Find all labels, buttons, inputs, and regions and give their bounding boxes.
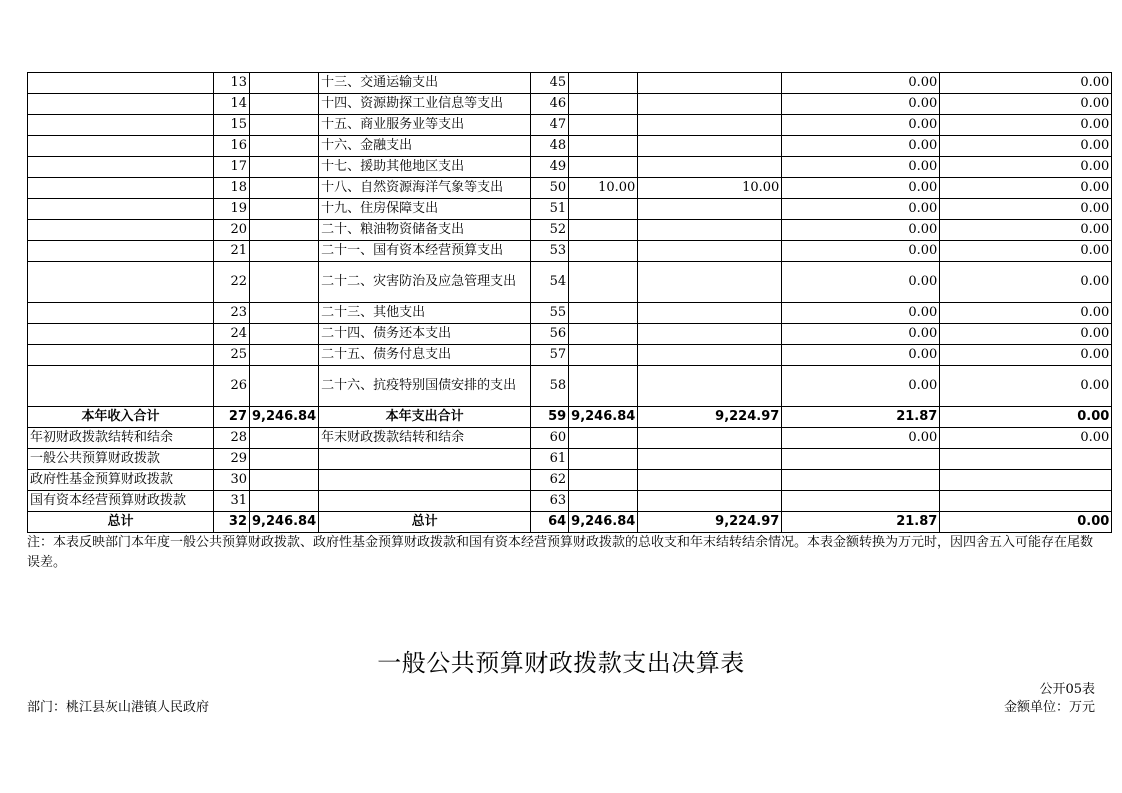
table-row <box>28 491 1112 512</box>
row-number-cell: 31 <box>214 491 250 512</box>
state-capital-amount-cell: 0.00 <box>940 345 1112 366</box>
expense-row-number-cell: 52 <box>531 220 569 241</box>
expense-row-number-cell: 64 <box>531 512 569 533</box>
total-amount-cell: 9,246.84 <box>569 407 638 428</box>
state-capital-amount-cell <box>940 491 1112 512</box>
state-capital-amount-cell: 0.00 <box>940 407 1112 428</box>
gov-fund-amount-cell: 0.00 <box>782 345 940 366</box>
table-row <box>28 220 1112 241</box>
income-item-cell <box>28 73 214 94</box>
general-budget-amount-cell <box>638 262 782 303</box>
income-amount-cell <box>250 94 319 115</box>
table-row <box>28 449 1112 470</box>
total-amount-cell <box>569 303 638 324</box>
row-number-cell: 28 <box>214 428 250 449</box>
gov-fund-amount-cell <box>782 470 940 491</box>
total-amount-cell <box>569 73 638 94</box>
total-amount-cell <box>569 449 638 470</box>
form-number: 公开05表 <box>1039 682 1095 697</box>
general-budget-amount-cell: 9,224.97 <box>638 512 782 533</box>
general-budget-amount-cell <box>638 303 782 324</box>
income-amount-cell <box>250 73 319 94</box>
row-number-cell: 13 <box>214 73 250 94</box>
general-budget-amount-cell <box>638 449 782 470</box>
income-item-cell <box>28 178 214 199</box>
table-row <box>28 262 1112 303</box>
income-amount-cell <box>250 324 319 345</box>
total-amount-cell <box>569 470 638 491</box>
general-budget-amount-cell <box>638 345 782 366</box>
state-capital-amount-cell: 0.00 <box>940 199 1112 220</box>
gov-fund-amount-cell: 0.00 <box>782 428 940 449</box>
state-capital-amount-cell: 0.00 <box>940 512 1112 533</box>
income-item-cell: 总计 <box>28 512 214 533</box>
expense-row-number-cell: 50 <box>531 178 569 199</box>
total-amount-cell <box>569 199 638 220</box>
expense-item-cell: 二十一、国有资本经营预算支出 <box>319 241 531 262</box>
table-row <box>28 94 1112 115</box>
total-amount-cell <box>569 136 638 157</box>
general-budget-amount-cell <box>638 220 782 241</box>
expense-row-number-cell: 56 <box>531 324 569 345</box>
general-budget-amount-cell <box>638 157 782 178</box>
income-item-cell <box>28 366 214 407</box>
expense-item-cell: 十九、住房保障支出 <box>319 199 531 220</box>
expense-row-number-cell: 49 <box>531 157 569 178</box>
table-row <box>28 366 1112 407</box>
gov-fund-amount-cell: 0.00 <box>782 366 940 407</box>
expense-item-cell: 二十五、债务付息支出 <box>319 345 531 366</box>
row-number-cell: 21 <box>214 241 250 262</box>
total-amount-cell <box>569 324 638 345</box>
expense-row-number-cell: 62 <box>531 470 569 491</box>
income-amount-cell <box>250 220 319 241</box>
income-amount-cell: 9,246.84 <box>250 512 319 533</box>
total-amount-cell: 10.00 <box>569 178 638 199</box>
gov-fund-amount-cell: 0.00 <box>782 115 940 136</box>
expense-item-cell: 十六、金融支出 <box>319 136 531 157</box>
expense-item-cell: 二十六、抗疫特别国债安排的支出 <box>319 366 531 407</box>
state-capital-amount-cell: 0.00 <box>940 262 1112 303</box>
state-capital-amount-cell: 0.00 <box>940 178 1112 199</box>
state-capital-amount-cell: 0.00 <box>940 94 1112 115</box>
expense-item-cell: 二十三、其他支出 <box>319 303 531 324</box>
income-item-cell <box>28 199 214 220</box>
row-number-cell: 17 <box>214 157 250 178</box>
row-number-cell: 19 <box>214 199 250 220</box>
general-budget-amount-cell <box>638 491 782 512</box>
expense-row-number-cell: 46 <box>531 94 569 115</box>
general-budget-amount-cell: 10.00 <box>638 178 782 199</box>
general-budget-amount-cell <box>638 241 782 262</box>
income-item-cell: 国有资本经营预算财政拨款 <box>28 491 214 512</box>
expense-item-cell: 十五、商业服务业等支出 <box>319 115 531 136</box>
table-row <box>28 241 1112 262</box>
table-row <box>28 157 1112 178</box>
expense-row-number-cell: 57 <box>531 345 569 366</box>
gov-fund-amount-cell: 21.87 <box>782 512 940 533</box>
row-number-cell: 23 <box>214 303 250 324</box>
row-number-cell: 14 <box>214 94 250 115</box>
income-item-cell <box>28 303 214 324</box>
total-amount-cell <box>569 366 638 407</box>
income-amount-cell <box>250 428 319 449</box>
gov-fund-amount-cell: 0.00 <box>782 199 940 220</box>
table-row <box>28 136 1112 157</box>
table-row <box>28 303 1112 324</box>
gov-fund-amount-cell: 0.00 <box>782 241 940 262</box>
expense-item-cell: 二十二、灾害防治及应急管理支出 <box>319 262 531 303</box>
total-amount-cell <box>569 94 638 115</box>
income-amount-cell <box>250 199 319 220</box>
income-item-cell: 一般公共预算财政拨款 <box>28 449 214 470</box>
income-amount-cell <box>250 470 319 491</box>
total-amount-cell <box>569 220 638 241</box>
total-amount-cell <box>569 345 638 366</box>
total-amount-cell <box>569 115 638 136</box>
income-item-cell: 本年收入合计 <box>28 407 214 428</box>
income-amount-cell <box>250 136 319 157</box>
row-number-cell: 18 <box>214 178 250 199</box>
state-capital-amount-cell: 0.00 <box>940 324 1112 345</box>
income-amount-cell <box>250 241 319 262</box>
expense-row-number-cell: 45 <box>531 73 569 94</box>
state-capital-amount-cell: 0.00 <box>940 115 1112 136</box>
general-budget-amount-cell <box>638 199 782 220</box>
expense-item-cell <box>319 470 531 491</box>
expense-item-cell: 本年支出合计 <box>319 407 531 428</box>
expense-item-cell: 十四、资源勘探工业信息等支出 <box>319 94 531 115</box>
gov-fund-amount-cell: 21.87 <box>782 407 940 428</box>
next-table-title: 一般公共预算财政拨款支出决算表 <box>377 649 745 677</box>
income-amount-cell <box>250 262 319 303</box>
expense-row-number-cell: 59 <box>531 407 569 428</box>
state-capital-amount-cell: 0.00 <box>940 220 1112 241</box>
expense-row-number-cell: 47 <box>531 115 569 136</box>
state-capital-amount-cell: 0.00 <box>940 303 1112 324</box>
income-item-cell: 年初财政拨款结转和结余 <box>28 428 214 449</box>
income-amount-cell <box>250 366 319 407</box>
table-row <box>28 428 1112 449</box>
gov-fund-amount-cell <box>782 449 940 470</box>
gov-fund-amount-cell: 0.00 <box>782 94 940 115</box>
general-budget-amount-cell <box>638 73 782 94</box>
state-capital-amount-cell: 0.00 <box>940 136 1112 157</box>
income-item-cell <box>28 94 214 115</box>
general-budget-amount-cell <box>638 470 782 491</box>
row-number-cell: 27 <box>214 407 250 428</box>
expense-row-number-cell: 63 <box>531 491 569 512</box>
state-capital-amount-cell <box>940 449 1112 470</box>
expense-item-cell: 二十、粮油物资储备支出 <box>319 220 531 241</box>
appropriation-summary-table <box>27 72 1112 533</box>
income-amount-cell <box>250 303 319 324</box>
income-amount-cell <box>250 491 319 512</box>
general-budget-amount-cell <box>638 115 782 136</box>
expense-row-number-cell: 60 <box>531 428 569 449</box>
department-label: 部门：桃江县灰山港镇人民政府 <box>27 700 210 715</box>
state-capital-amount-cell: 0.00 <box>940 157 1112 178</box>
expense-row-number-cell: 51 <box>531 199 569 220</box>
total-amount-cell <box>569 157 638 178</box>
income-amount-cell <box>250 345 319 366</box>
gov-fund-amount-cell: 0.00 <box>782 324 940 345</box>
table-row <box>28 407 1112 428</box>
row-number-cell: 25 <box>214 345 250 366</box>
table-row <box>28 115 1112 136</box>
expense-item-cell: 二十四、债务还本支出 <box>319 324 531 345</box>
gov-fund-amount-cell: 0.00 <box>782 73 940 94</box>
income-item-cell <box>28 220 214 241</box>
income-amount-cell: 9,246.84 <box>250 407 319 428</box>
income-amount-cell <box>250 178 319 199</box>
income-item-cell <box>28 115 214 136</box>
gov-fund-amount-cell: 0.00 <box>782 303 940 324</box>
row-number-cell: 30 <box>214 470 250 491</box>
total-amount-cell: 9,246.84 <box>569 512 638 533</box>
expense-item-cell: 年末财政拨款结转和结余 <box>319 428 531 449</box>
income-item-cell: 政府性基金预算财政拨款 <box>28 470 214 491</box>
gov-fund-amount-cell: 0.00 <box>782 178 940 199</box>
total-amount-cell <box>569 428 638 449</box>
expense-item-cell <box>319 491 531 512</box>
row-number-cell: 16 <box>214 136 250 157</box>
expense-row-number-cell: 58 <box>531 366 569 407</box>
table-row <box>28 345 1112 366</box>
general-budget-amount-cell <box>638 136 782 157</box>
expense-item-cell: 总计 <box>319 512 531 533</box>
row-number-cell: 24 <box>214 324 250 345</box>
expense-item-cell: 十三、交通运输支出 <box>319 73 531 94</box>
expense-item-cell <box>319 449 531 470</box>
table-row <box>28 324 1112 345</box>
state-capital-amount-cell: 0.00 <box>940 73 1112 94</box>
income-item-cell <box>28 345 214 366</box>
row-number-cell: 15 <box>214 115 250 136</box>
row-number-cell: 32 <box>214 512 250 533</box>
table-body <box>28 73 1112 533</box>
expense-row-number-cell: 48 <box>531 136 569 157</box>
total-amount-cell <box>569 262 638 303</box>
general-budget-amount-cell <box>638 324 782 345</box>
state-capital-amount-cell <box>940 470 1112 491</box>
income-item-cell <box>28 262 214 303</box>
general-budget-amount-cell: 9,224.97 <box>638 407 782 428</box>
table-row <box>28 512 1112 533</box>
income-item-cell <box>28 136 214 157</box>
income-amount-cell <box>250 115 319 136</box>
gov-fund-amount-cell: 0.00 <box>782 157 940 178</box>
expense-row-number-cell: 53 <box>531 241 569 262</box>
income-item-cell <box>28 324 214 345</box>
total-amount-cell <box>569 491 638 512</box>
row-number-cell: 26 <box>214 366 250 407</box>
expense-item-cell: 十七、援助其他地区支出 <box>319 157 531 178</box>
table-row <box>28 199 1112 220</box>
expense-row-number-cell: 54 <box>531 262 569 303</box>
table-footnote: 注：本表反映部门本年度一般公共预算财政拨款、政府性基金预算财政拨款和国有资本经营预算财政拨款的总收支和年末结转结余情况。本表金额转换为万元时，因四舍五入可能存在尾数误差。 <box>27 535 1094 570</box>
row-number-cell: 29 <box>214 449 250 470</box>
gov-fund-amount-cell <box>782 491 940 512</box>
general-budget-amount-cell <box>638 94 782 115</box>
income-item-cell <box>28 241 214 262</box>
table-row <box>28 178 1112 199</box>
gov-fund-amount-cell: 0.00 <box>782 220 940 241</box>
total-amount-cell <box>569 241 638 262</box>
income-amount-cell <box>250 449 319 470</box>
state-capital-amount-cell: 0.00 <box>940 241 1112 262</box>
gov-fund-amount-cell: 0.00 <box>782 262 940 303</box>
row-number-cell: 22 <box>214 262 250 303</box>
expense-row-number-cell: 61 <box>531 449 569 470</box>
general-budget-amount-cell <box>638 428 782 449</box>
state-capital-amount-cell: 0.00 <box>940 428 1112 449</box>
table-row <box>28 73 1112 94</box>
expense-row-number-cell: 55 <box>531 303 569 324</box>
state-capital-amount-cell: 0.00 <box>940 366 1112 407</box>
row-number-cell: 20 <box>214 220 250 241</box>
gov-fund-amount-cell: 0.00 <box>782 136 940 157</box>
table-row <box>28 470 1112 491</box>
income-amount-cell <box>250 157 319 178</box>
expense-item-cell: 十八、自然资源海洋气象等支出 <box>319 178 531 199</box>
income-item-cell <box>28 157 214 178</box>
general-budget-amount-cell <box>638 366 782 407</box>
amount-unit-label: 金额单位：万元 <box>1003 700 1095 715</box>
